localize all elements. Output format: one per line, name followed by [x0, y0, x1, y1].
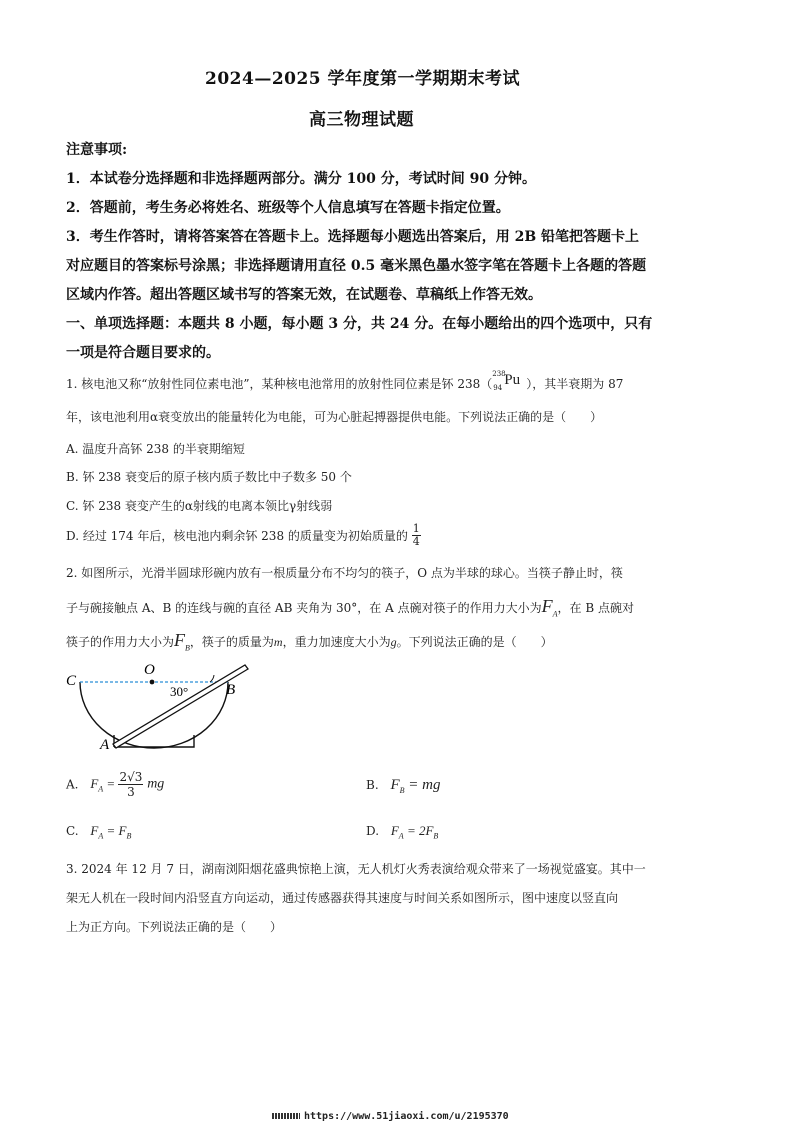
- q2-option-b-label: B.: [366, 778, 379, 792]
- q1-line-1: [66, 369, 624, 392]
- mass-symbol: m: [273, 635, 283, 649]
- q2-text-c: 筷子的作用力大小为: [66, 635, 175, 649]
- q2-text-b: ，在 B 点碗对: [557, 601, 634, 615]
- note-2: 2．答题前，考生务必将姓名、班级等个人信息填写在答题卡指定位置。: [66, 200, 510, 216]
- opt-b-f: F: [390, 777, 400, 793]
- opt-c-sub2: B: [126, 831, 132, 841]
- opt-c-f1: F: [90, 823, 99, 838]
- q2-option-d-label: D.: [366, 824, 380, 838]
- q1-option-a: A. 温度升高钚 238 的半衰期缩短: [66, 442, 245, 456]
- opt-b-sub: B: [399, 786, 405, 795]
- isotope-z: 94: [493, 383, 503, 392]
- q3-line-1: 3. 2024 年 12 月 7 日，湖南浏阳烟花盛典惊艳上演，无人机灯火秀表演给观众带来了一场视觉盛宴。其中一: [66, 862, 646, 876]
- frac-num: 1: [412, 522, 420, 535]
- q2-option-d-expr: [390, 823, 439, 841]
- q2-option-c: [66, 823, 131, 841]
- q3-line-3: 上为正方向。下列说法正确的是（ ）: [66, 920, 283, 934]
- q1-option-d-text: D. 经过 174 年后，核电池内剩余钚 238 的质量变为初始质量的: [66, 529, 408, 543]
- label-a: A: [100, 737, 110, 753]
- q2-line-2: [66, 596, 634, 619]
- note-3-line-2: 对应题目的答案标号涂黑；非选择题请用直径 0.5 毫米黑色墨水签字笔在答题卡上各题的答题: [66, 258, 647, 274]
- q2-option-a-mg: mg: [147, 776, 165, 792]
- force-fa: [541, 596, 558, 619]
- q1-line-2: 年，该电池利用α衰变放出的能量转化为电能，可为心脏起搏器提供电能。下列说法正确的是（ ）: [66, 410, 603, 424]
- opt-d-mid: = 2F: [403, 823, 434, 838]
- q2-text-d: ，筷子的质量为: [189, 635, 274, 649]
- force-fb: [174, 630, 190, 653]
- opt-a-eq: =: [103, 775, 119, 791]
- opt-d-sub1: A: [398, 831, 404, 841]
- label-c: C: [66, 673, 77, 689]
- isotope: [492, 369, 526, 392]
- opt-a-den: 3: [127, 785, 135, 799]
- gravity-symbol: g: [390, 635, 397, 649]
- q2-text-f: 。下列说法正确的是（ ）: [396, 635, 553, 649]
- q2-option-d: [366, 823, 438, 841]
- opt-a-sub: A: [98, 784, 104, 794]
- q2-option-b-expr: [390, 777, 440, 793]
- q2-line-1: 2. 如图所示，光滑半圆球形碗内放有一根质量分布不均匀的筷子，O 点为半球的球心。当筷子静止时，筷: [66, 566, 623, 580]
- fb-subscript: B: [185, 643, 190, 653]
- q2-option-b: [366, 777, 441, 795]
- q3-line-2: 架无人机在一段时间内沿竖直方向运动，通过传感器获得其速度与时间关系如图所示，图中速度以竖直向: [66, 891, 619, 905]
- center-point: [150, 680, 155, 685]
- q2-option-a-label: A.: [66, 777, 79, 792]
- opt-d-sub2: B: [433, 831, 439, 841]
- notes-heading: 注意事项:: [66, 142, 128, 158]
- angle-arc: [210, 675, 214, 682]
- label-angle: 30°: [170, 684, 189, 699]
- q1-text-b: ），其半衰期为 87: [526, 377, 624, 391]
- opt-a-f: F: [90, 775, 99, 791]
- q2-option-a-fraction: [118, 770, 143, 799]
- opt-d-f1: F: [390, 823, 399, 838]
- bowl-chopstick-figure: [60, 655, 260, 755]
- label-b: B: [226, 682, 236, 698]
- q1-option-b: B. 钚 238 衰变后的原子核内质子数比中子数多 50 个: [66, 470, 352, 484]
- q1-option-d: [66, 523, 421, 548]
- fraction-one-quarter: [412, 523, 421, 548]
- q2-text-e: ，重力加速度大小为: [282, 635, 391, 649]
- fa-symbol: F: [541, 596, 553, 616]
- q2-text-a: 子与碗接触点 A、B 的连线与碗的直径 AB 夹角为 30°，在 A 点碗对筷子的作用力大小为: [66, 601, 542, 615]
- exam-subtitle: 高三物理试题: [309, 110, 414, 130]
- footer-url[interactable]: [272, 1111, 509, 1122]
- chopstick: [113, 665, 248, 748]
- footer-url-text[interactable]: https://www.51jiaoxi.com/u/2195370: [304, 1111, 509, 1122]
- note-3-line-1: 3．考生作答时，请将答案答在答题卡上。选择题每小题选出答案后，用 2B 铅笔把答题卡上: [66, 229, 640, 245]
- q2-option-c-label: C.: [66, 824, 79, 838]
- opt-c-sub1: A: [98, 831, 104, 841]
- label-o: O: [144, 662, 155, 678]
- isotope-mass: 238: [492, 369, 506, 378]
- opt-c-mid: = F: [103, 823, 127, 838]
- note-1: 1．本试卷分选择题和非选择题两部分。满分 100 分，考试时间 90 分钟。: [66, 171, 536, 187]
- section-heading-line-2: 一项是符合题目要求的。: [66, 345, 220, 361]
- footer-logo-icon: [272, 1113, 300, 1119]
- section-heading-line-1: 一、单项选择题：本题共 8 小题，每小题 3 分，共 24 分。在每小题给出的四个选项中，只有: [66, 316, 653, 332]
- opt-b-post: = mg: [404, 777, 441, 793]
- fa-subscript: A: [552, 609, 558, 619]
- q2-option-c-expr: [90, 823, 132, 841]
- q1-option-c: C. 钚 238 衰变产生的α射线的电离本领比γ射线弱: [66, 499, 333, 513]
- q2-option-a: [66, 770, 164, 799]
- exam-title: 2024—2025 学年度第一学期期末考试: [205, 69, 521, 89]
- frac-den: 4: [412, 535, 420, 548]
- isotope-symbol: Pu: [504, 371, 521, 388]
- opt-a-num: 2√3: [119, 770, 143, 784]
- fb-symbol: F: [174, 630, 186, 650]
- q1-text-a: 1. 核电池又称“放射性同位素电池”，某种核电池常用的放射性同位素是钚 238（: [66, 377, 493, 391]
- q2-option-a-expr: [90, 775, 119, 794]
- note-3-line-3: 区域内作答。超出答题区域书写的答案无效，在试题卷、草稿纸上作答无效。: [66, 287, 542, 303]
- q2-line-3: [66, 630, 553, 653]
